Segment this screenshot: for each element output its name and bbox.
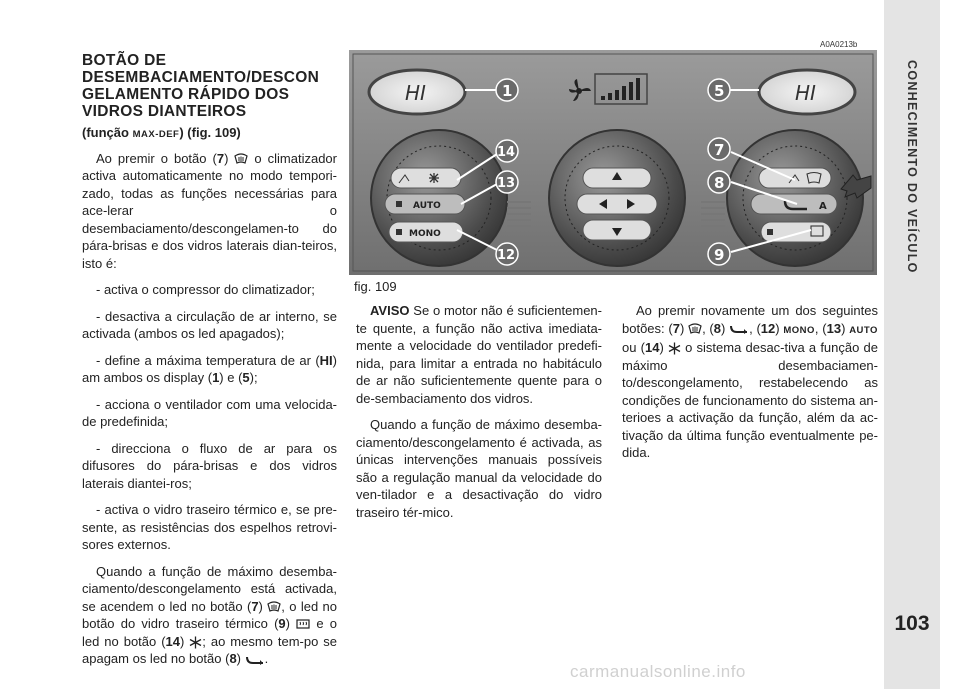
figure-caption: fig. 109	[354, 279, 397, 294]
snowflake-icon	[189, 636, 202, 649]
windshield-defrost-icon	[267, 601, 281, 613]
svg-text:8: 8	[714, 174, 725, 192]
page-number: 103	[894, 612, 930, 635]
svg-text:A: A	[819, 201, 827, 212]
section-heading: BOTÃO DE DESEMBACIAMENTO/DESCON GELAMENTO RÁPIDO DOS VIDROS DIANTEIROS	[82, 52, 320, 120]
figure-code: A0A0213b	[820, 40, 858, 49]
svg-text:9: 9	[714, 246, 725, 264]
svg-text:13: 13	[497, 176, 516, 191]
snowflake-icon	[668, 342, 681, 355]
column-3	[622, 302, 878, 471]
list-item: - activa o compressor do climatizador;	[96, 282, 315, 297]
svg-text:12: 12	[497, 248, 516, 263]
air-recirculation-icon	[245, 655, 265, 665]
windshield-defrost-icon	[688, 323, 702, 335]
svg-text:14: 14	[497, 145, 516, 160]
section-title: CONHECIMENTO DO VEÍCULO	[905, 60, 919, 274]
right-display-value: HI	[795, 81, 816, 105]
paragraph-manual: Quando a função de máximo desemba-ciamento/descongelamento é activada, as únicas intervenções manuais possíveis são a regulação manual da velocidade do ven-tilador e a desactivação do vidro traseiro tér-mico.	[356, 417, 602, 520]
paragraph-intro: Ao premir o botão (7) o climatizador activa automaticamente no modo tempori-zado, todas as funções necessárias para ace-lerar o desembaciamento/descongelamen-to do pára-brisas e dos vidros laterais dian-teiros, isto é:	[82, 150, 337, 271]
air-recirculation-icon	[729, 324, 749, 334]
rear-window-heater-icon	[296, 619, 310, 631]
svg-text:7: 7	[714, 141, 725, 159]
svg-text:AUTO: AUTO	[413, 201, 441, 211]
list-item: - define a máxima temperatura de ar (HI) am ambos os display (1) e (5);	[82, 352, 337, 385]
left-display-value: HI	[405, 81, 426, 105]
column-1	[82, 52, 337, 677]
svg-text:1: 1	[502, 82, 513, 100]
paragraph-deactivate: Ao premir novamente um dos seguintes botões: (7) , (8) , (12) MONO, (13) AUTO ou (14) o sistema desac-tiva a função de máximo desembaciamen-to/descongelamento, restabelecendo as condições de funcionamento do sistema an-terioes a activação da função, além da ac-tivação da última função eventualmente pe-dida.	[622, 303, 878, 460]
svg-text:MONO: MONO	[409, 229, 441, 239]
paragraph-led-status: Quando a função de máximo desemba-ciamento/descongelamento está activada, se acendem o led no botão (7) , o led no botão do vidro traseiro térmico (9) e o led no botão (14) ; ao mesmo tem-po se apagam os led no botão (8) .	[82, 563, 337, 666]
svg-text:5: 5	[714, 82, 725, 100]
warning-label: AVISO	[370, 303, 410, 318]
list-item: - activa o vidro traseiro térmico e, se pre-sente, as resistências dos espelhos retrovi-sores externos.	[82, 502, 337, 552]
snowflake-icon	[429, 173, 439, 183]
list-item: - direcciona o fluxo de ar para os difusores do pára-brisas e dos vidros laterais diantei-ros;	[82, 440, 337, 491]
list-item: - desactiva a circulação de ar interno, se activada (ambos os led apagados);	[82, 308, 337, 341]
paragraph-warning: AVISO Se o motor não é suficientemen-te quente, a função não activa imediata-mente a velocidade do ventilador predefi-nida, para limitar a entrada no habitáculo de ar não suficientemente quente para o de-sembaciamento dos vidros.	[356, 303, 602, 406]
climate-control-panel-figure	[349, 50, 877, 275]
column-2	[356, 302, 602, 530]
list-item: - acciona o ventilador com uma velocida-de predefinida;	[82, 396, 337, 429]
watermark: carmanualsonline.info	[570, 662, 746, 681]
section-subheading: (função MAX-DEF) (fig. 109)	[82, 125, 241, 140]
snowflake-button	[391, 168, 461, 188]
windshield-defrost-icon	[234, 153, 248, 165]
